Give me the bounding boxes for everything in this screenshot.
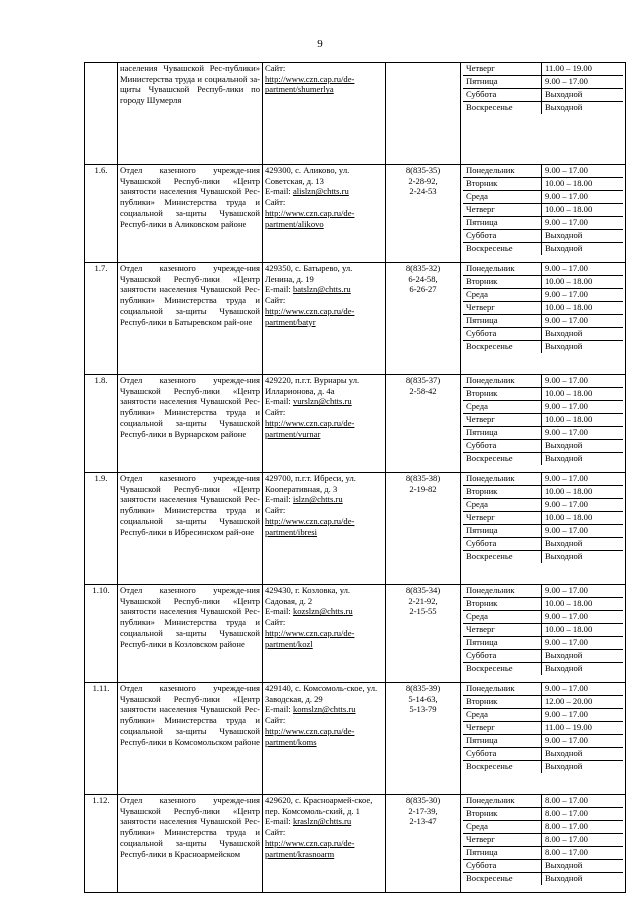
- schedule-row: [463, 276, 623, 289]
- schedule-row: [463, 401, 623, 414]
- schedule-time: Выходной: [545, 243, 583, 253]
- schedule-time: 9.00 – 17.00: [542, 165, 624, 178]
- schedule-row: [463, 217, 623, 230]
- schedule-row: [463, 650, 623, 663]
- schedule-day: Суббота: [463, 538, 542, 551]
- office-name-text: Отдел казенного учрежде-ния Чувашской Респуб-лики «Центр занятости населения Чувашской Рес-публики» Министерства труда и социальной за-щиты Чувашской Респуб-лики в Ибресинском рай-оне: [120, 473, 260, 537]
- site-label: Сайт:: [265, 407, 286, 418]
- table-row: [85, 683, 626, 795]
- schedule-day: Суббота: [463, 748, 542, 761]
- schedule-day: Вторник: [463, 388, 542, 401]
- schedule-day: Суббота: [463, 650, 542, 663]
- schedule-row: [463, 243, 623, 256]
- schedule-day: Среда: [463, 709, 542, 722]
- schedule-day: Четверг: [463, 834, 542, 847]
- office-contacts: [263, 795, 386, 893]
- email-label: E-mail:: [265, 396, 291, 407]
- schedule-day: Среда: [463, 289, 542, 302]
- site-label: Сайт:: [265, 827, 286, 838]
- schedule-time: Выходной: [542, 860, 624, 873]
- row-number: [85, 63, 118, 165]
- website-link[interactable]: http://www.czn.cap.ru/de-partment/alikovo: [265, 207, 355, 229]
- website-link[interactable]: http://www.czn.cap.ru/de-partment/vurnar: [265, 417, 355, 439]
- work-schedule: [461, 63, 626, 165]
- site-label: Сайт:: [265, 505, 286, 516]
- schedule-time: Выходной: [542, 748, 624, 761]
- schedule-day: Понедельник: [463, 683, 542, 696]
- schedule-row: [463, 89, 623, 102]
- schedule-row: [463, 683, 623, 696]
- email-label: E-mail:: [265, 704, 291, 715]
- schedule-time: 9.00 – 17.00: [542, 289, 624, 302]
- office-name-text: Отдел казенного учрежде-ния Чувашской Респуб-лики «Центр занятости населения Чувашской Рес-публики» Министерства труда и социальной за-щиты Чувашской Респуб-лики в Батыревском рай-оне: [120, 263, 260, 327]
- email-link[interactable]: batslzn@chtts.ru: [292, 284, 351, 295]
- email-link[interactable]: kraslzn@chtts.ru: [292, 816, 352, 827]
- schedule-time: 10.00 – 18.00: [542, 178, 624, 191]
- schedule-day: Среда: [463, 191, 542, 204]
- schedule-time: 9.00 – 17.00: [542, 401, 624, 414]
- website-link[interactable]: http://www.czn.cap.ru/de-partment/shumerlya: [265, 73, 355, 95]
- office-name-text: Отдел казенного учрежде-ния Чувашской Респуб-лики «Центр занятости населения Чувашской Рес-публики» Министерства труда и социальной за-щиты Чувашской Респуб-лики в Вурнарском районе: [120, 375, 260, 439]
- office-contacts: [263, 375, 386, 473]
- email-label: E-mail:: [265, 816, 291, 827]
- schedule-time: 9.00 – 17.00: [542, 473, 624, 486]
- schedule-time: 11.00 – 19.00: [542, 722, 624, 735]
- schedule-row: [463, 102, 623, 115]
- schedule-row: [463, 512, 623, 525]
- schedule-time: 9.00 – 17.00: [542, 683, 624, 696]
- phone-number: 2-24-53: [409, 186, 437, 197]
- office-name: [118, 683, 263, 795]
- schedule-row: [463, 735, 623, 748]
- row-number: 1.7.: [85, 263, 118, 375]
- schedule-row: [463, 63, 623, 76]
- schedule-day: Суббота: [463, 440, 542, 453]
- work-schedule: [461, 375, 626, 473]
- schedule-row: [463, 748, 623, 761]
- schedule-row: [463, 847, 623, 860]
- schedule-row: [463, 178, 623, 191]
- email-line: [265, 494, 383, 505]
- schedule-row: [463, 624, 623, 637]
- office-name: [118, 585, 263, 683]
- schedule-time: 8.00 – 17.00: [542, 808, 624, 821]
- schedule-day: Четверг: [463, 624, 542, 637]
- schedule-day: Суббота: [463, 860, 542, 873]
- schedule-time: Выходной: [545, 102, 583, 112]
- email-link[interactable]: komslzn@chtts.ru: [292, 704, 356, 715]
- work-schedule: [461, 683, 626, 795]
- website-link[interactable]: http://www.czn.cap.ru/de-partment/ibresi: [265, 515, 355, 537]
- schedule-row: [463, 191, 623, 204]
- schedule-time: Выходной: [545, 761, 583, 771]
- schedule-day: Вторник: [463, 178, 542, 191]
- office-name: [118, 473, 263, 585]
- schedule-day: Суббота: [463, 328, 542, 341]
- schedule-table: [463, 165, 623, 255]
- schedule-time: Выходной: [545, 341, 583, 351]
- postal-address: 429700, п.г.т. Ибреси, ул. Кооперативная, д. 3: [265, 473, 356, 494]
- table-row: [85, 165, 626, 263]
- schedule-row: [463, 204, 623, 217]
- phone-number: 5-13-79: [409, 704, 437, 715]
- schedule-day: Среда: [463, 401, 542, 414]
- schedule-row: [463, 165, 623, 178]
- office-contacts: [263, 165, 386, 263]
- schedule-row: [463, 230, 623, 243]
- phone-number: 2-15-55: [409, 606, 437, 617]
- schedule-day: Понедельник: [463, 795, 542, 808]
- schedule-row: [463, 427, 623, 440]
- schedule-row: [463, 637, 623, 650]
- phone-number: 2-21-92,: [408, 595, 438, 606]
- schedule-row: [463, 873, 623, 886]
- schedule-time: Выходной: [542, 328, 624, 341]
- work-schedule: [461, 795, 626, 893]
- schedule-time: Выходной: [545, 663, 583, 673]
- schedule-day: Вторник: [463, 808, 542, 821]
- postal-address: 429220, п.г.т. Вурнары ул. Илларионова, д. 4а: [265, 375, 360, 396]
- office-phones: [386, 263, 461, 375]
- schedule-row: [463, 440, 623, 453]
- schedule-day: Четверг: [463, 302, 542, 315]
- page-number: 9: [317, 38, 323, 50]
- schedule-day: Четверг: [463, 414, 542, 427]
- schedule-day: Пятница: [463, 76, 542, 89]
- schedule-time: 10.00 – 18.00: [542, 512, 624, 525]
- email-line: [265, 186, 383, 197]
- schedule-row: [463, 795, 623, 808]
- schedule-day: Среда: [463, 821, 542, 834]
- email-line: [265, 816, 383, 827]
- schedule-table: [463, 683, 623, 773]
- schedule-time: Выходной: [542, 650, 624, 663]
- schedule-row: [463, 834, 623, 847]
- site-label: Сайт:: [265, 197, 286, 208]
- site-label: Сайт:: [265, 63, 286, 73]
- schedule-day: Понедельник: [463, 263, 542, 276]
- schedule-table: [463, 63, 623, 114]
- office-name-text: населения Чувашской Рес-публики» Министерства труда и социальной за-щиты Чувашской Респуб-лики по городу Шумерля: [120, 63, 260, 106]
- schedule-day: Воскресенье: [463, 102, 542, 115]
- phone-number: 2-13-47: [409, 816, 437, 827]
- email-line: [265, 396, 383, 407]
- email-link[interactable]: kozslzn@chtts.ru: [292, 606, 353, 617]
- employment-centers-table: [84, 62, 626, 893]
- schedule-time: 9.00 – 17.00: [542, 315, 624, 328]
- website-link[interactable]: http://www.czn.cap.ru/de-partment/batyr: [265, 305, 355, 327]
- schedule-time: 9.00 – 17.00: [542, 263, 624, 276]
- office-name: [118, 263, 263, 375]
- schedule-time: 10.00 – 18.00: [542, 414, 624, 427]
- schedule-day: Вторник: [463, 276, 542, 289]
- schedule-time: 8.00 – 17.00: [542, 821, 624, 834]
- row-number: 1.9.: [85, 473, 118, 585]
- schedule-row: [463, 414, 623, 427]
- row-number: 1.8.: [85, 375, 118, 473]
- table-row: [85, 795, 626, 893]
- schedule-time: 12.00 – 20.00: [542, 696, 624, 709]
- schedule-day: Среда: [463, 499, 542, 512]
- schedule-day: Суббота: [463, 230, 542, 243]
- office-name-text: Отдел казенного учрежде-ния Чувашской Респуб-лики «Центр занятости населения Чувашской Рес-публики» Министерства труда и социальной за-щиты Чувашской Респуб-лики в Комсомольском районе: [120, 683, 260, 747]
- phone-number: 8(835-30): [405, 795, 441, 805]
- schedule-time: 9.00 – 17.00: [542, 427, 624, 440]
- office-phones: [386, 683, 461, 795]
- schedule-row: [463, 598, 623, 611]
- schedule-day: Вторник: [463, 486, 542, 499]
- office-phones: [386, 165, 461, 263]
- schedule-row: [463, 538, 623, 551]
- schedule-day: Воскресенье: [463, 453, 542, 466]
- office-phones: [386, 795, 461, 893]
- work-schedule: [461, 585, 626, 683]
- website-link[interactable]: http://www.czn.cap.ru/de-partment/krasnoarm: [265, 837, 355, 859]
- phone-number: 2-19-82: [409, 483, 437, 494]
- schedule-time: Выходной: [545, 453, 583, 463]
- table-row: [85, 473, 626, 585]
- schedule-time: 9.00 – 17.00: [542, 525, 624, 538]
- schedule-time: 8.00 – 17.00: [542, 847, 624, 860]
- office-name: [118, 63, 263, 165]
- office-name-text: Отдел казенного учрежде-ния Чувашской Респуб-лики «Центр занятости населения Чувашской Рес-публики» Министерства труда и социальной за-щиты Чувашской Респуб-лики в Козловском районе: [120, 585, 260, 649]
- row-number: 1.10.: [85, 585, 118, 683]
- schedule-day: Воскресенье: [463, 341, 542, 354]
- schedule-time: 9.00 – 17.00: [542, 611, 624, 624]
- site-label: Сайт:: [265, 617, 286, 628]
- schedule-row: [463, 611, 623, 624]
- schedule-time: 10.00 – 18.00: [542, 204, 624, 217]
- schedule-time: Выходной: [542, 89, 624, 102]
- phone-number: 2-58-42: [409, 385, 437, 396]
- schedule-day: Воскресенье: [463, 663, 542, 676]
- schedule-time: 9.00 – 17.00: [542, 191, 624, 204]
- row-number: 1.12.: [85, 795, 118, 893]
- schedule-row: [463, 821, 623, 834]
- schedule-time: 9.00 – 17.00: [542, 585, 624, 598]
- postal-address: 429350, с. Батырево, ул. Ленина, д. 19: [265, 263, 353, 284]
- table-row: [85, 263, 626, 375]
- email-link[interactable]: vurslzn@chtts.ru: [292, 396, 352, 407]
- schedule-day: Воскресенье: [463, 551, 542, 564]
- schedule-day: Пятница: [463, 427, 542, 440]
- schedule-time: 10.00 – 18.00: [542, 598, 624, 611]
- schedule-day: Понедельник: [463, 165, 542, 178]
- schedule-day: Воскресенье: [463, 761, 542, 774]
- schedule-row: [463, 722, 623, 735]
- schedule-day: Пятница: [463, 217, 542, 230]
- schedule-time: Выходной: [542, 230, 624, 243]
- email-line: [265, 704, 383, 715]
- schedule-day: Воскресенье: [463, 243, 542, 256]
- email-label: E-mail:: [265, 606, 291, 617]
- schedule-day: Пятница: [463, 315, 542, 328]
- phone-number: 2-28-92,: [408, 175, 438, 186]
- schedule-time: 9.00 – 17.00: [542, 637, 624, 650]
- email-label: E-mail:: [265, 284, 291, 295]
- schedule-time: 11.00 – 19.00: [542, 63, 624, 76]
- schedule-day: Четверг: [463, 512, 542, 525]
- schedule-row: [463, 525, 623, 538]
- phone-number: 8(835-38): [405, 473, 441, 483]
- schedule-table: [463, 585, 623, 675]
- schedule-time: 9.00 – 17.00: [542, 709, 624, 722]
- email-link[interactable]: islzn@chtts.ru: [292, 494, 343, 505]
- office-name-text: Отдел казенного учрежде-ния Чувашской Респуб-лики «Центр занятости населения Чувашской Рес-публики» Министерства труда и социальной за-щиты Чувашской Респуб-лики в Красноармейском: [120, 795, 260, 859]
- phone-number: 6-24-58,: [408, 273, 438, 284]
- schedule-time: 10.00 – 18.00: [542, 276, 624, 289]
- office-phones: [386, 375, 461, 473]
- schedule-time: 9.00 – 17.00: [542, 76, 624, 89]
- email-link[interactable]: alislzn@chtts.ru: [292, 186, 349, 197]
- schedule-day: Четверг: [463, 63, 542, 76]
- office-contacts: [263, 63, 386, 165]
- table-row: [85, 375, 626, 473]
- schedule-time: 8.00 – 17.00: [542, 795, 624, 808]
- site-label: Сайт:: [265, 295, 286, 306]
- schedule-time: 9.00 – 17.00: [542, 735, 624, 748]
- table-row: [85, 585, 626, 683]
- postal-address: 429140, с. Комсомоль-ское, ул. Заводская, д. 29: [265, 683, 378, 704]
- schedule-time: Выходной: [542, 440, 624, 453]
- phone-number: 8(835-35): [405, 165, 441, 175]
- email-label: E-mail:: [265, 494, 291, 505]
- schedule-row: [463, 375, 623, 388]
- schedule-table: [463, 263, 623, 353]
- schedule-table: [463, 375, 623, 465]
- schedule-day: Понедельник: [463, 585, 542, 598]
- schedule-row: [463, 663, 623, 676]
- schedule-day: Понедельник: [463, 375, 542, 388]
- schedule-day: Суббота: [463, 89, 542, 102]
- schedule-row: [463, 388, 623, 401]
- email-line: [265, 284, 383, 295]
- schedule-row: [463, 486, 623, 499]
- schedule-row: [463, 551, 623, 564]
- work-schedule: [461, 473, 626, 585]
- schedule-time: 10.00 – 18.00: [542, 624, 624, 637]
- schedule-time: Выходной: [542, 538, 624, 551]
- office-phones: [386, 473, 461, 585]
- office-name: [118, 795, 263, 893]
- schedule-time: Выходной: [545, 551, 583, 561]
- schedule-row: [463, 263, 623, 276]
- office-name: [118, 165, 263, 263]
- phone-number: 8(835-32): [405, 263, 441, 273]
- website-link[interactable]: http://www.czn.cap.ru/de-partment/kozl: [265, 627, 355, 649]
- office-name: [118, 375, 263, 473]
- office-contacts: [263, 585, 386, 683]
- schedule-day: Вторник: [463, 696, 542, 709]
- schedule-row: [463, 302, 623, 315]
- schedule-time: 9.00 – 17.00: [542, 217, 624, 230]
- schedule-row: [463, 585, 623, 598]
- schedule-row: [463, 315, 623, 328]
- schedule-row: [463, 696, 623, 709]
- phone-number: 2-17-39,: [408, 805, 438, 816]
- office-contacts: [263, 473, 386, 585]
- schedule-time: 10.00 – 18.00: [542, 388, 624, 401]
- schedule-day: Понедельник: [463, 473, 542, 486]
- schedule-row: [463, 473, 623, 486]
- schedule-day: Пятница: [463, 735, 542, 748]
- schedule-row: [463, 761, 623, 774]
- schedule-row: [463, 76, 623, 89]
- schedule-row: [463, 709, 623, 722]
- schedule-table: [463, 795, 623, 885]
- site-label: Сайт:: [265, 715, 286, 726]
- schedule-time: 10.00 – 18.00: [542, 486, 624, 499]
- row-number: 1.6.: [85, 165, 118, 263]
- office-name-text: Отдел казенного учрежде-ния Чувашской Респуб-лики «Центр занятости населения Чувашской Рес-публики» Министерства труда и социальной за-щиты Чувашской Респуб-лики в Аликовском районе: [120, 165, 260, 229]
- schedule-day: Вторник: [463, 598, 542, 611]
- schedule-day: Воскресенье: [463, 873, 542, 886]
- office-phones: [386, 63, 461, 165]
- postal-address: 429430, г. Козловка, ул. Садовая, д. 2: [265, 585, 351, 606]
- schedule-day: Четверг: [463, 722, 542, 735]
- schedule-day: Пятница: [463, 525, 542, 538]
- schedule-day: Среда: [463, 611, 542, 624]
- schedule-table: [463, 473, 623, 563]
- schedule-time: 9.00 – 17.00: [542, 375, 624, 388]
- work-schedule: [461, 165, 626, 263]
- schedule-row: [463, 328, 623, 341]
- schedule-row: [463, 341, 623, 354]
- email-label: E-mail:: [265, 186, 291, 197]
- office-phones: [386, 585, 461, 683]
- schedule-row: [463, 453, 623, 466]
- postal-address: 429300, с. Аликово, ул. Советская, д. 13: [265, 165, 350, 186]
- office-contacts: [263, 263, 386, 375]
- phone-number: 6-26-27: [409, 284, 437, 295]
- schedule-row: [463, 289, 623, 302]
- schedule-day: Четверг: [463, 204, 542, 217]
- office-contacts: [263, 683, 386, 795]
- schedule-day: Пятница: [463, 637, 542, 650]
- schedule-row: [463, 499, 623, 512]
- schedule-time: Выходной: [545, 873, 583, 883]
- phone-number: 8(835-39): [405, 683, 441, 693]
- email-line: [265, 606, 383, 617]
- schedule-time: 9.00 – 17.00: [542, 499, 624, 512]
- schedule-row: [463, 860, 623, 873]
- table-row: [85, 63, 626, 165]
- phone-number: 8(835-37): [405, 375, 441, 385]
- postal-address: 429620, с. Красноармей-ское, пер. Комсомоль-ский, д. 1: [265, 795, 373, 816]
- schedule-time: 10.00 – 18.00: [542, 302, 624, 315]
- phone-number: 5-14-63,: [408, 693, 438, 704]
- work-schedule: [461, 263, 626, 375]
- schedule-row: [463, 808, 623, 821]
- schedule-time: 8.00 – 17.00: [542, 834, 624, 847]
- schedule-day: Пятница: [463, 847, 542, 860]
- website-link[interactable]: http://www.czn.cap.ru/de-partment/koms: [265, 725, 355, 747]
- row-number: 1.11.: [85, 683, 118, 795]
- phone-number: 8(835-34): [405, 585, 441, 595]
